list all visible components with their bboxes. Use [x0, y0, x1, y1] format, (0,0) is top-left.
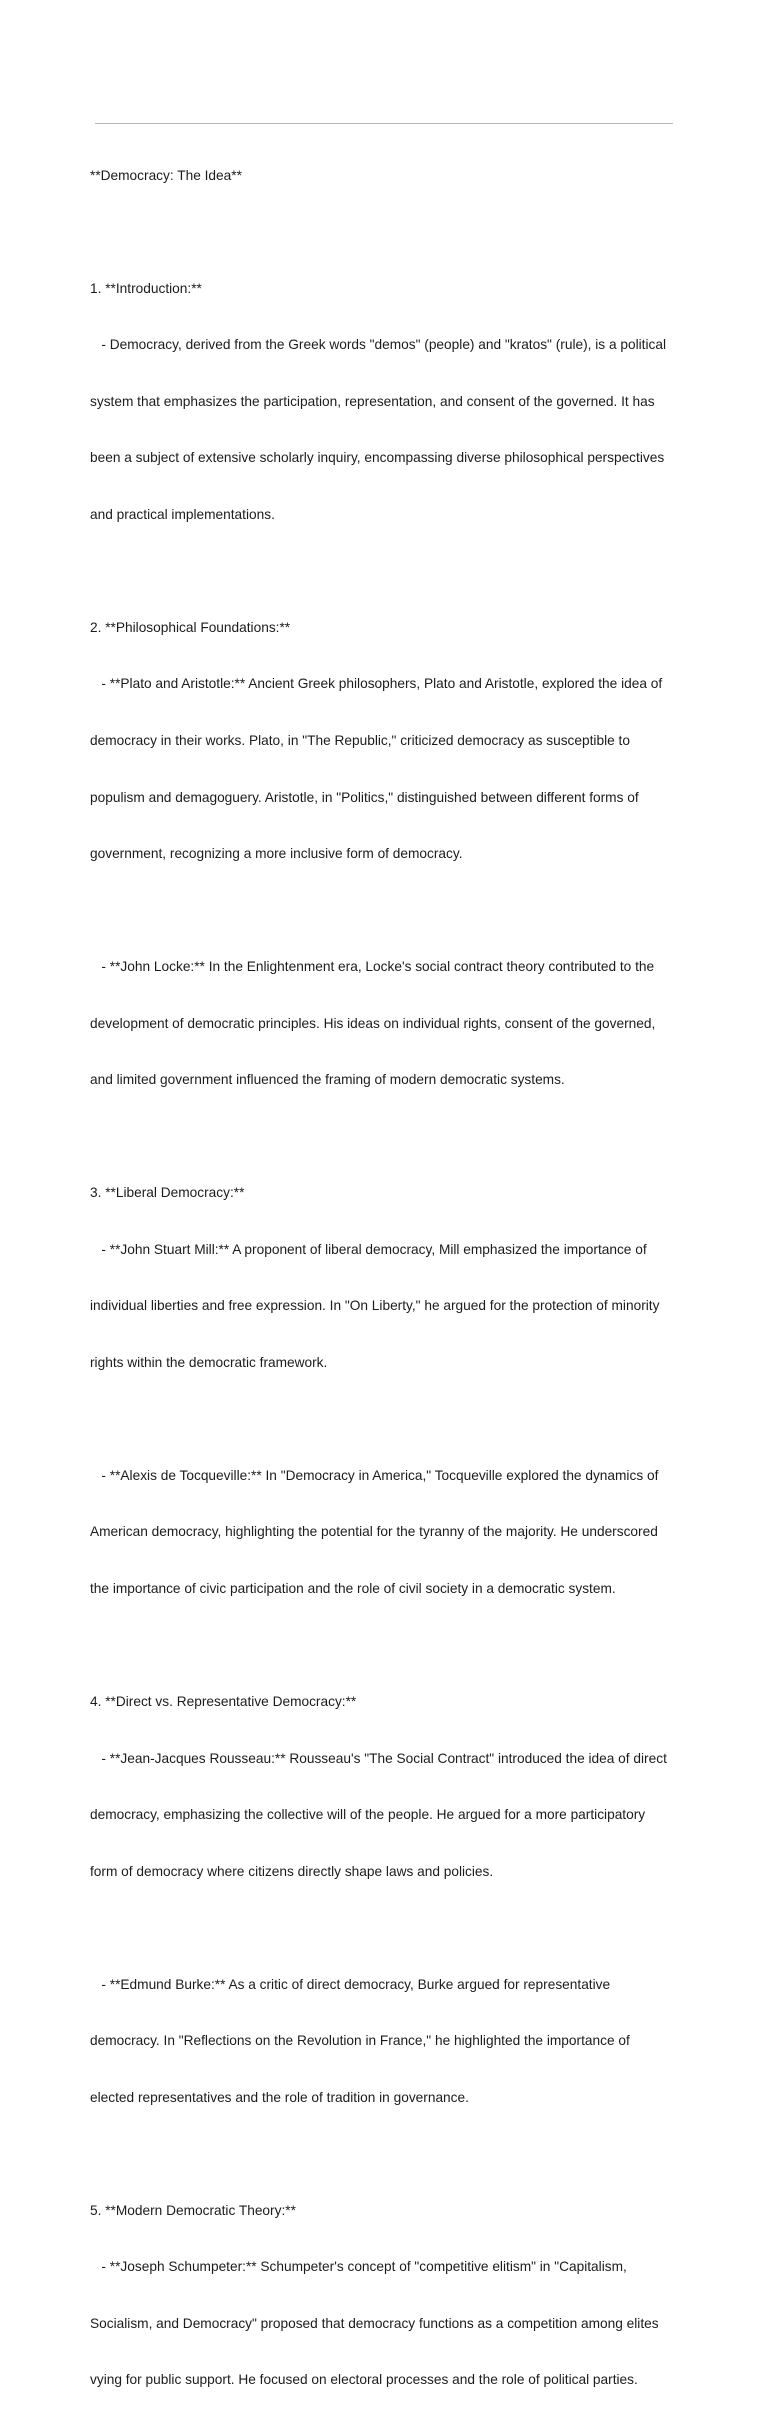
document-title: **Democracy: The Idea**: [90, 167, 242, 183]
body-line: - **Alexis de Tocqueville:** In "Democracy in America," Tocqueville explored the dynamics of: [90, 1467, 659, 1483]
body-line: democracy in their works. Plato, in "The Republic," criticized democracy as susceptible to: [90, 733, 630, 748]
body-line: - Democracy, derived from the Greek words "demos" (people) and "kratos" (rule), is a political: [90, 337, 667, 353]
body-line: form of democracy where citizens directly shape laws and policies.: [90, 1863, 494, 1879]
body-line: and limited government influenced the framing of modern democratic systems.: [90, 1072, 565, 1088]
blank-line: [90, 1128, 680, 1147]
body-line: elected representatives and the role of tradition in governance.: [90, 2089, 469, 2105]
body-line: - **Edmund Burke:** As a critic of direct democracy, Burke argued for representative: [90, 1976, 611, 1992]
blank-line: [90, 1637, 680, 1656]
body-line: development of democratic principles. His ideas on individual rights, consent of the governed,: [90, 1015, 656, 1031]
blank-line: [90, 223, 680, 242]
blank-line: [90, 562, 680, 581]
body-line: the importance of civic participation and the role of civil society in a democratic system.: [90, 1580, 616, 1596]
body-line: vying for public support. He focused on electoral processes and the role of political parties.: [90, 2372, 638, 2388]
blank-line: [90, 1919, 680, 1938]
section-heading-introduction: 1. **Introduction:**: [90, 280, 202, 296]
body-line: democracy, emphasizing the collective will of the people. He argued for a more participatory: [90, 1807, 646, 1823]
section-heading-modern-democratic-theory: 5. **Modern Democratic Theory:**: [90, 2202, 296, 2218]
top-divider: [95, 123, 673, 124]
body-line: - **John Locke:** In the Enlightenment era, Locke's social contract theory contributed to the: [90, 959, 655, 975]
body-line: - **Jean-Jacques Rousseau:** Rousseau's "The Social Contract" introduced the idea of direct: [90, 1750, 667, 1766]
blank-line: [90, 1410, 680, 1429]
body-line: populism and demagoguery. Aristotle, in "Politics," distinguished between different forms of: [90, 789, 639, 805]
body-line: been a subject of extensive scholarly inquiry, encompassing diverse philosophical perspectives: [90, 450, 665, 466]
body-line: individual liberties and free expression. In "On Liberty," he argued for the protection of minority: [90, 1298, 660, 1314]
body-line: and practical implementations.: [90, 506, 275, 522]
body-line: system that emphasizes the participation, representation, and consent of the governed. It has: [90, 393, 655, 409]
section-heading-direct-vs-representative: 4. **Direct vs. Representative Democracy:**: [90, 1694, 357, 1710]
blank-line: [90, 2145, 680, 2164]
body-line: - **Joseph Schumpeter:** Schumpeter's concept of "competitive elitism" in "Capitalism,: [90, 2259, 627, 2275]
blank-line: [90, 902, 680, 921]
section-heading-liberal-democracy: 3. **Liberal Democracy:**: [90, 1185, 245, 1201]
document-body: [90, 129, 680, 2428]
body-line: government, recognizing a more inclusive form of democracy.: [90, 846, 463, 862]
body-line: - **Plato and Aristotle:** Ancient Greek philosophers, Plato and Aristotle, explored the idea of: [90, 676, 663, 692]
body-line: American democracy, highlighting the potential for the tyranny of the majority. He underscored: [90, 1524, 658, 1540]
body-line: Socialism, and Democracy" proposed that democracy functions as a competition among elites: [90, 2315, 659, 2331]
body-line: democracy. In "Reflections on the Revolution in France," he highlighted the importance of: [90, 2033, 630, 2049]
section-heading-philosophical-foundations: 2. **Philosophical Foundations:**: [90, 619, 291, 635]
body-line: rights within the democratic framework.: [90, 1354, 328, 1370]
body-line: - **John Stuart Mill:** A proponent of liberal democracy, Mill emphasized the importance of: [90, 1241, 647, 1257]
